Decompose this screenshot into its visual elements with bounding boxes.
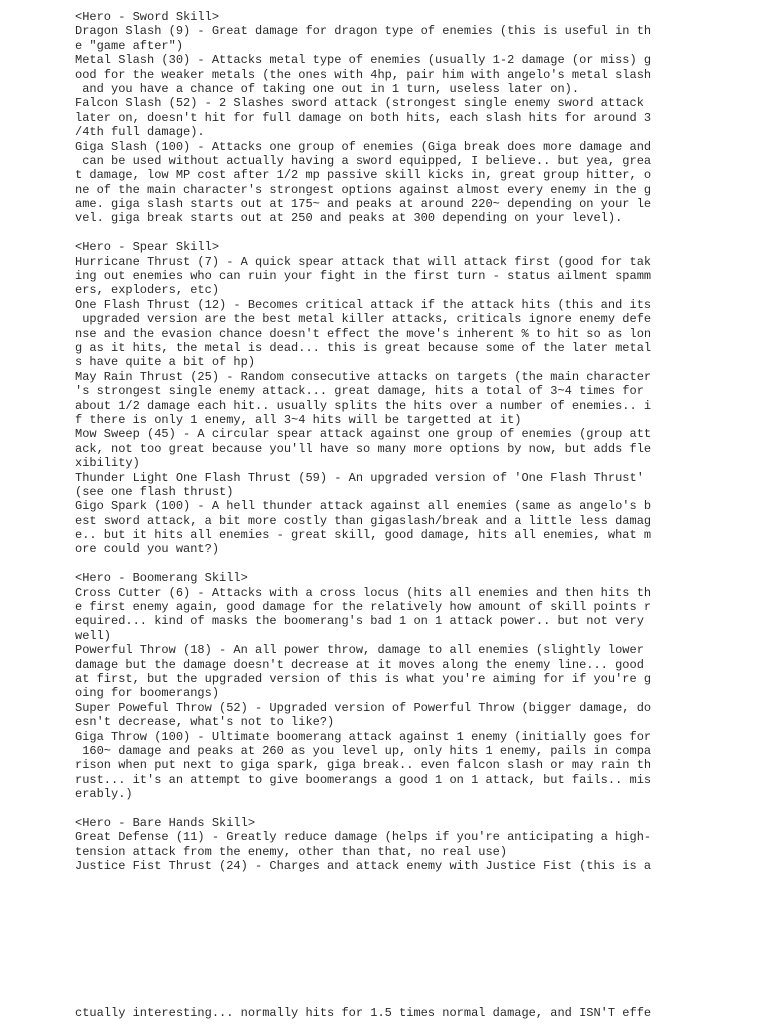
text-line: 's strongest single enemy attack... great damage, hits a total of 3~4 times for [75,384,644,399]
text-line: and you have a chance of taking one out in 1 turn, useless later on). [75,81,580,96]
text-line: Cross Cutter (6) - Attacks with a cross locus (hits all enemies and then hits th [75,585,652,600]
text-line: Giga Throw (100) - Ultimate boomerang attack against 1 enemy (initially goes for [75,729,652,744]
text-line: ers, exploders, etc) [75,283,220,298]
text-line: e.. but it hits all enemies - great skill, good damage, hits all enemies, what m [75,528,652,543]
section-heading: <Hero - Sword Skill> [75,10,220,24]
text-line: oing for boomerangs) [75,686,220,701]
text-line: 160~ damage and peaks at 260 as you level up, only hits 1 enemy, pails in compa [75,743,652,758]
text-line: rison when put next to giga spark, giga break.. even falcon slash or may rain th [75,758,652,773]
text-line: s have quite a bit of hp) [75,355,256,370]
text-line: erably.) [75,787,133,802]
text-line: rust... it's an attempt to give boomerangs a good 1 on 1 attack, but fails.. mis [75,772,652,787]
text-line: t damage, low MP cost after 1/2 mp passive skill kicks in, great group hitter, o [75,168,652,183]
text-line: equired... kind of masks the boomerang's bad 1 on 1 attack power.. but not very [75,614,644,629]
text-line: well) [75,628,112,643]
text-line: about 1/2 damage each hit.. usually splits the hits over a number of enemies.. i [75,398,652,413]
text-line: Great Defense (11) - Greatly reduce damage (helps if you're anticipating a high- [75,830,652,845]
text-line: xibility) [75,456,140,471]
text-line: One Flash Thrust (12) - Becomes critical attack if the attack hits (this and its [75,297,652,312]
text-line [75,801,755,815]
text-line: upgraded version are the best metal killer attacks, criticals ignore enemy defe [75,312,652,327]
text-line [75,557,755,571]
text-line-bottom: ctually interesting... normally hits for 1.5 times normal damage, and ISN'T effe [75,1006,652,1020]
text-line [75,226,755,240]
text-line: ame. giga slash starts out at 175~ and peaks at around 220~ depending on your le [75,197,652,212]
text-line: Metal Slash (30) - Attacks metal type of enemies (usually 1-2 damage (or miss) g [75,53,652,68]
text-line: Gigo Spark (100) - A hell thunder attack against all enemies (same as angelo's b [75,499,652,514]
text-line: Thunder Light One Flash Thrust (59) - An upgraded version of 'One Flash Thrust' [75,470,644,485]
text-line: esn't decrease, what's not to like?) [75,715,335,730]
text-line: Dragon Slash (9) - Great damage for dragon type of enemies (this is useful in th [75,24,652,39]
text-line: Giga Slash (100) - Attacks one group of enemies (Giga break does more damage and [75,139,652,154]
text-line: at first, but the upgraded version of this is what you're aiming for if you're g [75,671,652,686]
text-line: ne of the main character's strongest options against almost every enemy in the g [75,182,652,197]
text-line: vel. giga break starts out at 250 and peaks at 300 depending on your level). [75,211,623,226]
text-line: ing out enemies who can ruin your fight in the first turn - status ailment spamm [75,269,652,284]
text-line: later on, doesn't hit for full damage on both hits, each slash hits for around 3 [75,110,652,125]
text-line: nse and the evasion chance doesn't effect the move's inherent % to hit so as lon [75,326,652,341]
text-line: Falcon Slash (52) - 2 Slashes sword attack (strongest single enemy sword attack [75,96,644,111]
text-line: ood for the weaker metals (the ones with 4hp, pair him with angelo's metal slash [75,67,652,82]
text-line: ore could you want?) [75,542,220,557]
text-line: Mow Sweep (45) - A circular spear attack against one group of enemies (group att [75,427,652,442]
section-heading: <Hero - Bare Hands Skill> [75,815,256,830]
section-heading: <Hero - Spear Skill> [75,240,220,255]
text-line: Powerful Throw (18) - An all power throw, damage to all enemies (slightly lower [75,643,644,658]
text-line: e first enemy again, good damage for the relatively how amount of skill points r [75,600,652,615]
text-line: Hurricane Thrust (7) - A quick spear attack that will attack first (good for tak [75,254,652,269]
text-line: f there is only 1 enemy, all 3~4 hits will be targetted at it) [75,412,522,427]
text-line: e "game after") [75,38,184,53]
text-line: est sword attack, a bit more costly than gigaslash/break and a little less damag [75,513,652,528]
text-line: g as it hits, the metal is dead... this is great because some of the later metal [75,340,652,355]
text-line: ack, not too great because you'll have so many more options by now, but adds fle [75,441,652,456]
text-line: damage but the damage doesn't decrease at it moves along the enemy line... good [75,657,644,672]
text-line: Super Poweful Throw (52) - Upgraded version of Powerful Throw (bigger damage, do [75,700,652,715]
text-line: Justice Fist Thrust (24) - Charges and attack enemy with Justice Fist (this is a [75,859,652,874]
text-line: /4th full damage). [75,125,205,140]
section-heading: <Hero - Boomerang Skill> [75,571,248,586]
text-line: can be used without actually having a sword equipped, I believe.. but yea, grea [75,153,652,168]
text-line: May Rain Thrust (25) - Random consecutive attacks on targets (the main character [75,369,652,384]
text-line: (see one flash thrust) [75,484,234,499]
text-line: tension attack from the enemy, other than that, no real use) [75,844,508,859]
document-text [75,10,755,873]
